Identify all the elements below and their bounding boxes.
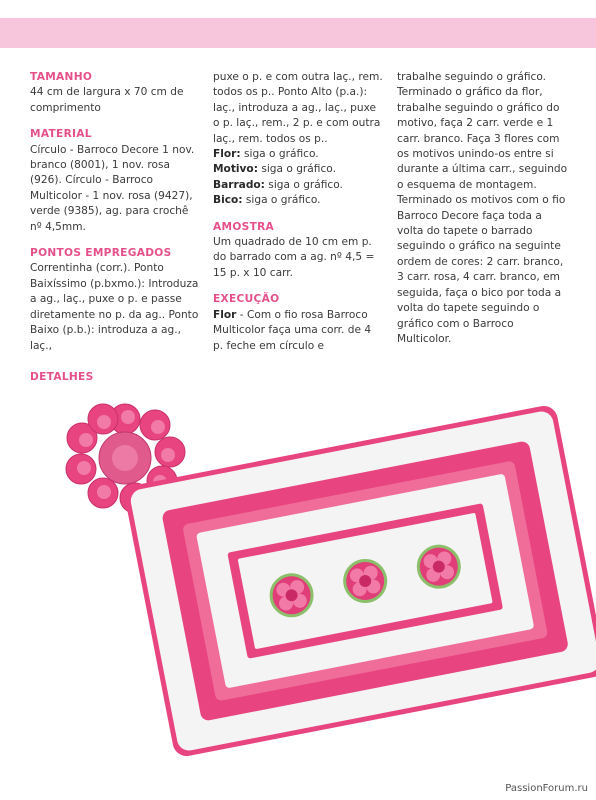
section-title-tamanho: TAMANHO: [30, 71, 93, 83]
execucao-continuation: trabalhe seguindo o gráfico. Terminado o gráfico da flor, trabalhe seguindo o gráfico do motivo, faça 2 carr. verde e 1 carr. branco. Faça 3 flores com os motivos unindo-os entre si durante a última carr., seguindo o esquema de montagem. Terminado os motivos com o fio Barroco Decore faça toda a volta do tapete o barrado seguindo o gráfico na seguinte ordem de cores: 2 carr. branco, 3 carr. rosa, 4 carr. branco, em seguida, faça o bico por toda a volta do tapete seguindo o gráfico com o Barroco Multicolor.: [397, 71, 568, 345]
watermark: PassionForum.ru: [505, 783, 588, 794]
pontos-continuation: puxe o p. e com outra laç., rem. todos os p.. Ponto Alto (p.a.): laç., introduza a ag., laç., puxe o p. laç., rem., 2 p. e com outra laç., rem. todos os p..: [213, 71, 383, 145]
section-title-execucao: EXECUÇÃO: [213, 293, 280, 306]
section-title-pontos: PONTOS EMPREGADOS: [30, 247, 172, 260]
section-title-material: MATERIAL: [30, 128, 92, 141]
tamanho-text: 44 cm de largura x 70 cm de comprimento: [30, 86, 184, 114]
motivo-label: Motivo:: [213, 163, 258, 176]
bico-text: siga o gráfico.: [245, 194, 321, 207]
material-text: Círculo - Barroco Decore 1 nov. branco (8001), 1 nov. rosa (926). Círculo - Barroco Multicolor - 1 nov. rosa (9427), verde (9385), ag. para crochê nº 4,5mm.: [30, 143, 195, 233]
motivo-text: siga o gráfico.: [261, 163, 336, 176]
bico-label: Bico:: [213, 194, 243, 207]
rug: [123, 404, 596, 759]
section-title-detalhes: DETALHES: [30, 371, 94, 383]
execucao-text: - Com o fio rosa Barroco Multicolor faça uma corr. de 4 p. feche em círculo e: [213, 308, 372, 352]
amostra-text: Um quadrado de 10 cm em p. do barrado com a ag. nº 4,5 = 15 p. x 10 carr.: [213, 236, 375, 279]
section-title-amostra: AMOSTRA: [213, 220, 275, 233]
barrado-label: Barrado:: [213, 178, 265, 191]
flor-text: siga o gráfico.: [243, 148, 319, 161]
pontos-text: Correntinha (corr.). Ponto Baixíssimo (p.bxmo.): Introduza a ag., laç., puxe o p. e passe diretamente no p. da ag.. Ponto Baixo (p.b.): introduza a ag., laç.,: [30, 262, 199, 352]
execucao-label: Flor: [213, 308, 237, 321]
barrado-text: siga o gráfico.: [268, 178, 343, 191]
flor-label: Flor:: [213, 148, 241, 161]
